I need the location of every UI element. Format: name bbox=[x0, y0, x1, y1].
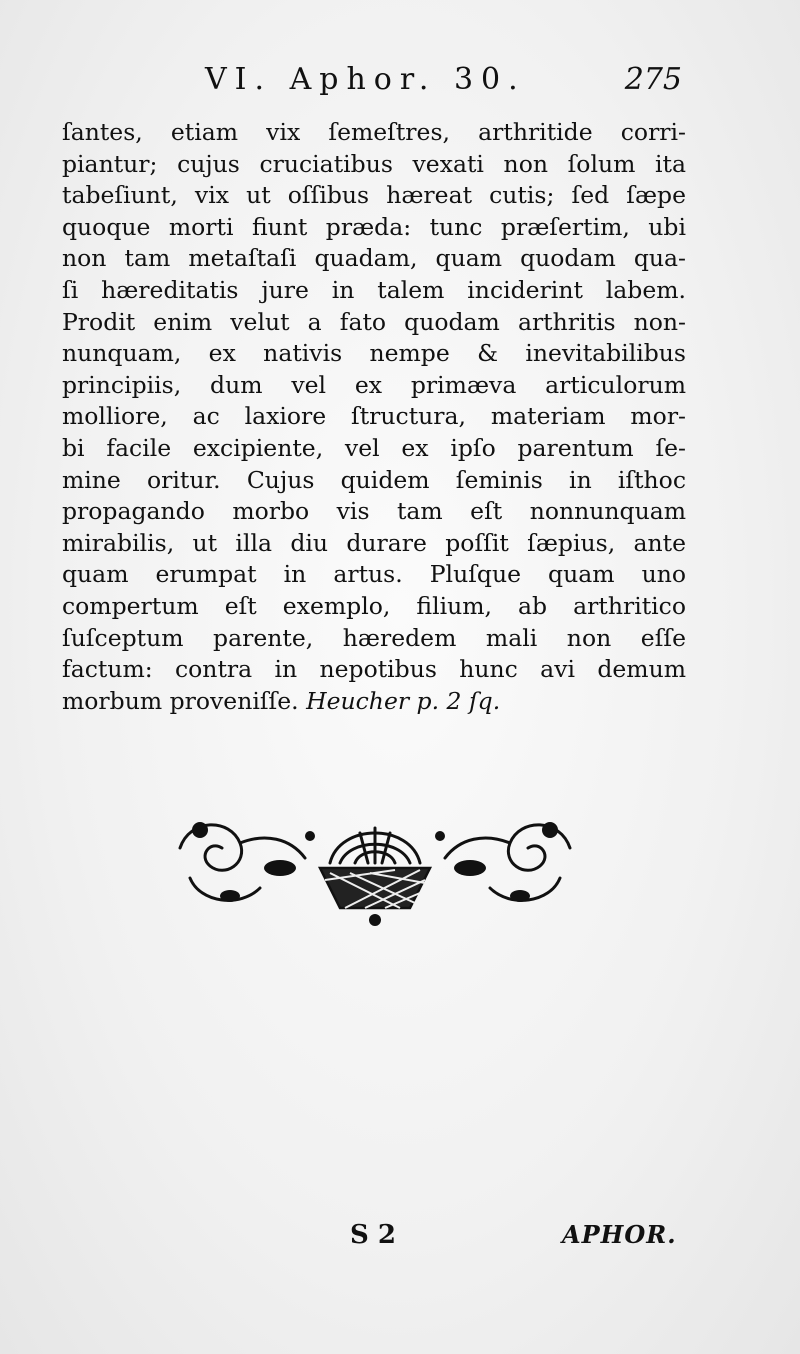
text-line: ſi hæreditatis jure in talem inciderint labem. bbox=[62, 275, 686, 304]
text-line: nunquam, ex nativis nempe & inevitabilibus bbox=[62, 339, 686, 368]
main-text bbox=[62, 117, 686, 717]
ornament-vignette bbox=[170, 808, 580, 928]
text-line: quoque morti fiunt præda: tunc præſertim, ubi bbox=[62, 212, 686, 241]
section-heading: VI. Aphor. 30. bbox=[205, 62, 526, 97]
text-line: principiis, dum vel ex primæva articulorum bbox=[62, 370, 686, 399]
text-line: piantur; cujus cruciatibus vexati non ſolum ita bbox=[62, 149, 686, 178]
text-line: quam erumpat in artus. Pluſque quam uno bbox=[62, 560, 686, 589]
text-line: bi facile excipiente, vel ex ipſo parentum ſe- bbox=[62, 433, 686, 462]
page-footer bbox=[0, 1220, 800, 1260]
text-line: molliore, ac laxiore ſtructura, materiam mor- bbox=[62, 402, 686, 431]
text-line: tabeſiunt, vix ut oſſibus hæreat cutis; ſed ſæpe bbox=[62, 181, 686, 210]
last-line-text: morbum proveniſſe. bbox=[62, 686, 307, 715]
text-line: ſantes, etiam vix ſemeſtres, arthritide corri- bbox=[62, 118, 686, 146]
text-line: mine oritur. Cujus quidem ſeminis in iſthoc bbox=[62, 465, 686, 494]
text-line: mirabilis, ut illa diu durare poſſit ſæpius, ante bbox=[62, 528, 686, 557]
citation: Heucher p. 2 ſq. bbox=[306, 686, 501, 715]
text-line: Prodit enim velut a fato quodam arthritis non- bbox=[62, 307, 686, 336]
catchword: APHOR. bbox=[562, 1220, 677, 1249]
text-line: non tam metaſtaſi quadam, quam quodam qua- bbox=[62, 244, 686, 273]
page-number: 275 bbox=[624, 62, 682, 97]
signature-mark: S 2 bbox=[350, 1220, 396, 1250]
running-header bbox=[0, 62, 800, 102]
text-line: propagando morbo vis tam eſt nonnunquam bbox=[62, 497, 686, 526]
text-line: compertum eſt exemplo, filium, ab arthritico bbox=[62, 591, 686, 620]
text-line: factum: contra in nepotibus hunc avi demum bbox=[62, 655, 686, 684]
text-line: ſuſceptum parente, hæredem mali non eſſe bbox=[62, 623, 686, 652]
text-line-last bbox=[62, 686, 686, 718]
